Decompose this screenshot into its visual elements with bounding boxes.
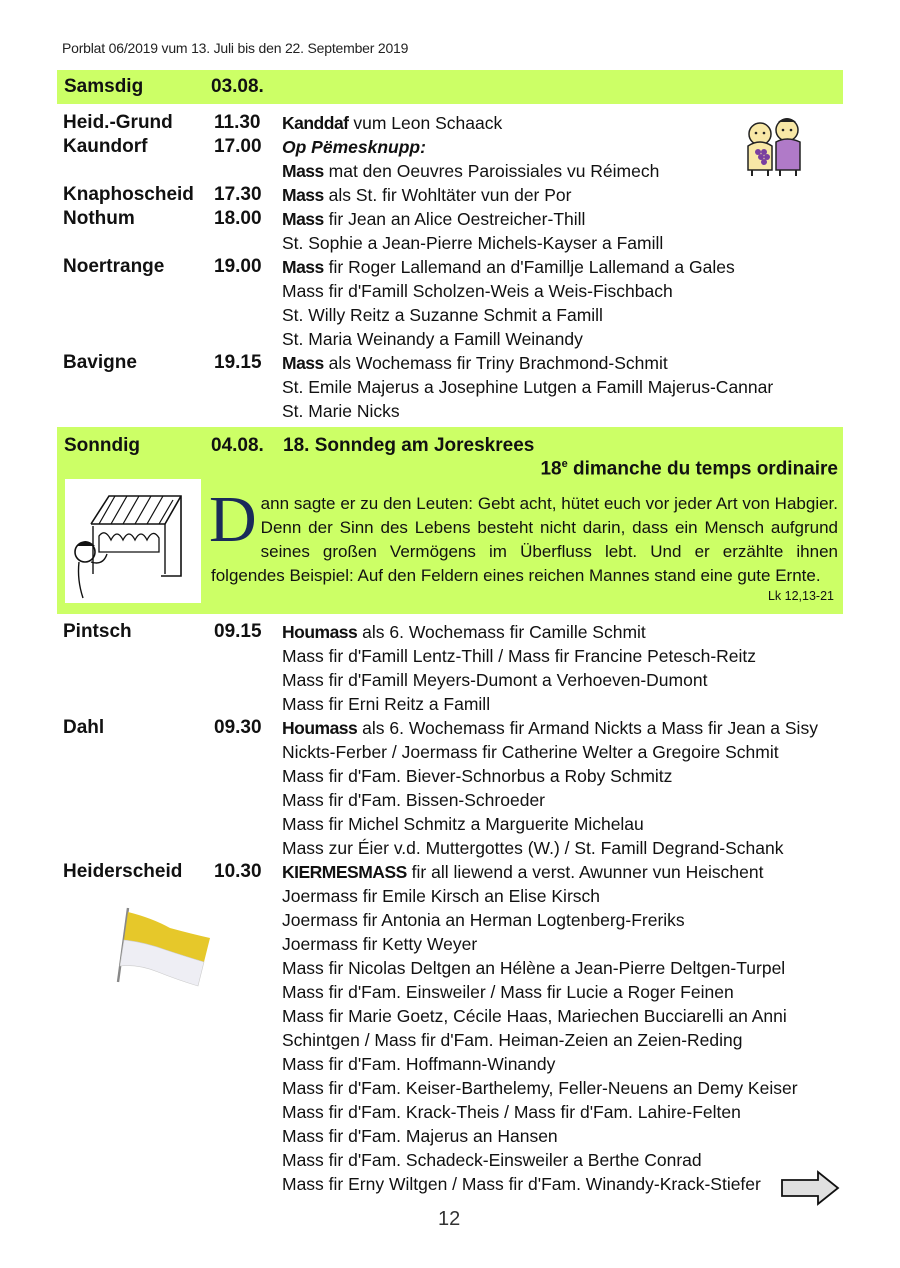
intention-line: Op Pëmesknupp: bbox=[282, 137, 426, 157]
intention-line: St. Marie Nicks bbox=[282, 401, 400, 421]
service-time: 18.00 bbox=[214, 208, 262, 229]
service-intentions bbox=[282, 716, 818, 860]
intention-line: Mass mat den Oeuvres Paroissiales vu Réimech bbox=[282, 161, 660, 181]
intention-line: Mass fir d'Fam. Krack-Theis / Mass fir d'Fam. Lahire-Felten bbox=[282, 1102, 741, 1122]
day-date-saturday: 03.08. bbox=[211, 76, 264, 97]
scripture-reference: Lk 12,13-21 bbox=[767, 589, 834, 603]
service-intentions bbox=[282, 207, 663, 255]
intention-line: Schintgen / Mass fir d'Fam. Heiman-Zeien an Zeien-Reding bbox=[282, 1030, 743, 1050]
sunday-subtitle: 18e dimanche du temps ordinaire bbox=[540, 458, 838, 480]
service-time: 10.30 bbox=[214, 861, 262, 882]
barn-figure-icon bbox=[69, 484, 195, 600]
service-intentions bbox=[282, 111, 502, 135]
intention-line: Mass fir d'Famill Meyers-Dumont a Verhoeven-Dumont bbox=[282, 670, 708, 690]
saturday-band bbox=[57, 70, 843, 104]
document-header: Porblat 06/2019 vum 13. Juli bis den 22. September 2019 bbox=[62, 40, 409, 56]
intention-line: Joermass fir Antonia an Herman Logtenberg-Freriks bbox=[282, 910, 685, 930]
service-place: Noertrange bbox=[63, 256, 165, 277]
intention-line: Mass als St. fir Wohltäter vun der Por bbox=[282, 185, 572, 205]
day-label-sunday: Sonndig bbox=[64, 435, 140, 456]
intention-line: St. Emile Majerus a Josephine Lutgen a Famill Majerus-Cannar bbox=[282, 377, 774, 397]
service-intentions bbox=[282, 135, 659, 183]
service-time: 19.00 bbox=[214, 256, 262, 277]
papal-flag-icon bbox=[112, 904, 216, 988]
intention-line: Mass fir d'Fam. Bissen-Schroeder bbox=[282, 790, 546, 810]
intention-line: Mass fir d'Fam. Schadeck-Einsweiler a Berthe Conrad bbox=[282, 1150, 702, 1170]
intention-line: KIERMESMASS fir all liewend a verst. Awunner vun Heischent bbox=[282, 862, 764, 882]
service-place: Bavigne bbox=[63, 352, 137, 373]
service-place: Dahl bbox=[63, 717, 105, 738]
intention-line: Joermass fir Emile Kirsch an Elise Kirsch bbox=[282, 886, 600, 906]
service-place: Heid.-Grund bbox=[63, 112, 173, 133]
service-time: 09.30 bbox=[214, 717, 262, 738]
service-intentions bbox=[282, 860, 798, 1196]
intention-line: Mass fir d'Fam. Einsweiler / Mass fir Lucie a Roger Feinen bbox=[282, 982, 734, 1002]
service-place: Heiderscheid bbox=[63, 861, 183, 882]
page-number: 12 bbox=[438, 1208, 461, 1230]
service-intentions bbox=[282, 351, 773, 423]
reading-text: ann sagte er zu den Leuten: Gebt acht, hütet euch vor jeder Art von Habgier. Denn der Sinn des Lebens besteht nicht darin, dass ein Mensch aufgrund seines großen Vermögens im Überfluss lebt. Und er erzählte ihnen folgendes Beispiel: Auf den Feldern eines reichen Mannes stand eine gute Ernte. bbox=[211, 494, 838, 585]
service-place: Pintsch bbox=[63, 621, 132, 642]
service-time: 09.15 bbox=[214, 621, 262, 642]
intention-line: Houmass als 6. Wochemass fir Armand Nickts a Mass fir Jean a Sisy bbox=[282, 718, 818, 738]
reading-drop-cap: D bbox=[209, 483, 257, 556]
intention-line: Mass fir Marie Goetz, Cécile Haas, Mariechen Bucciarelli an Anni bbox=[282, 1006, 787, 1026]
grape-harvesters-icon bbox=[738, 112, 812, 178]
day-label-saturday: Samsdig bbox=[64, 76, 144, 97]
intention-line: Mass als Wochemass fir Triny Brachmond-Schmit bbox=[282, 353, 668, 373]
next-page-arrow-icon[interactable] bbox=[780, 1170, 840, 1206]
intention-line: Mass fir d'Famill Scholzen-Weis a Weis-Fischbach bbox=[282, 281, 673, 301]
service-place: Kaundorf bbox=[63, 136, 148, 157]
intention-line: Nickts-Ferber / Joermass fir Catherine Welter a Gregoire Schmit bbox=[282, 742, 779, 762]
intention-line: Mass fir Erny Wiltgen / Mass fir d'Fam. Winandy-Krack-Stiefer bbox=[282, 1174, 761, 1194]
intention-line: Mass fir d'Fam. Majerus an Hansen bbox=[282, 1126, 558, 1146]
day-date-sunday: 04.08. bbox=[211, 435, 264, 456]
service-time: 19.15 bbox=[214, 352, 262, 373]
intention-line: St. Sophie a Jean-Pierre Michels-Kayser a Famill bbox=[282, 233, 664, 253]
service-place: Knaphoscheid bbox=[63, 184, 194, 205]
intention-line: Mass fir Jean an Alice Oestreicher-Thill bbox=[282, 209, 586, 229]
service-intentions bbox=[282, 183, 571, 207]
intention-line: Mass zur Éier v.d. Muttergottes (W.) / St. Famill Degrand-Schank bbox=[282, 838, 784, 858]
intention-line: Mass fir Erni Reitz a Famill bbox=[282, 694, 491, 714]
service-intentions bbox=[282, 255, 735, 351]
sunday-title: 18. Sonndeg am Joreskrees bbox=[283, 435, 535, 456]
service-place: Nothum bbox=[63, 208, 135, 229]
intention-line: Mass fir d'Fam. Hoffmann-Winandy bbox=[282, 1054, 556, 1074]
service-time: 11.30 bbox=[214, 112, 261, 133]
service-time: 17.30 bbox=[214, 184, 262, 205]
intention-line: Kanddaf vum Leon Schaack bbox=[282, 113, 503, 133]
gospel-reading bbox=[209, 483, 838, 588]
intention-line: Mass fir Michel Schmitz a Marguerite Michelau bbox=[282, 814, 644, 834]
intention-line: Mass fir d'Fam. Biever-Schnorbus a Roby Schmitz bbox=[282, 766, 673, 786]
intention-line: Joermass fir Ketty Weyer bbox=[282, 934, 478, 954]
service-time: 17.00 bbox=[214, 136, 262, 157]
intention-line: Houmass als 6. Wochemass fir Camille Schmit bbox=[282, 622, 646, 642]
intention-line: Mass fir Roger Lallemand an d'Famillje Lallemand a Gales bbox=[282, 257, 735, 277]
intention-line: St. Willy Reitz a Suzanne Schmit a Famill bbox=[282, 305, 603, 325]
intention-line: St. Maria Weinandy a Famill Weinandy bbox=[282, 329, 583, 349]
intention-line: Mass fir d'Fam. Keiser-Barthelemy, Feller-Neuens an Demy Keiser bbox=[282, 1078, 798, 1098]
intention-line: Mass fir d'Famill Lentz-Thill / Mass fir Francine Petesch-Reitz bbox=[282, 646, 757, 666]
intention-line: Mass fir Nicolas Deltgen an Hélène a Jean-Pierre Deltgen-Turpel bbox=[282, 958, 786, 978]
service-intentions bbox=[282, 620, 756, 716]
